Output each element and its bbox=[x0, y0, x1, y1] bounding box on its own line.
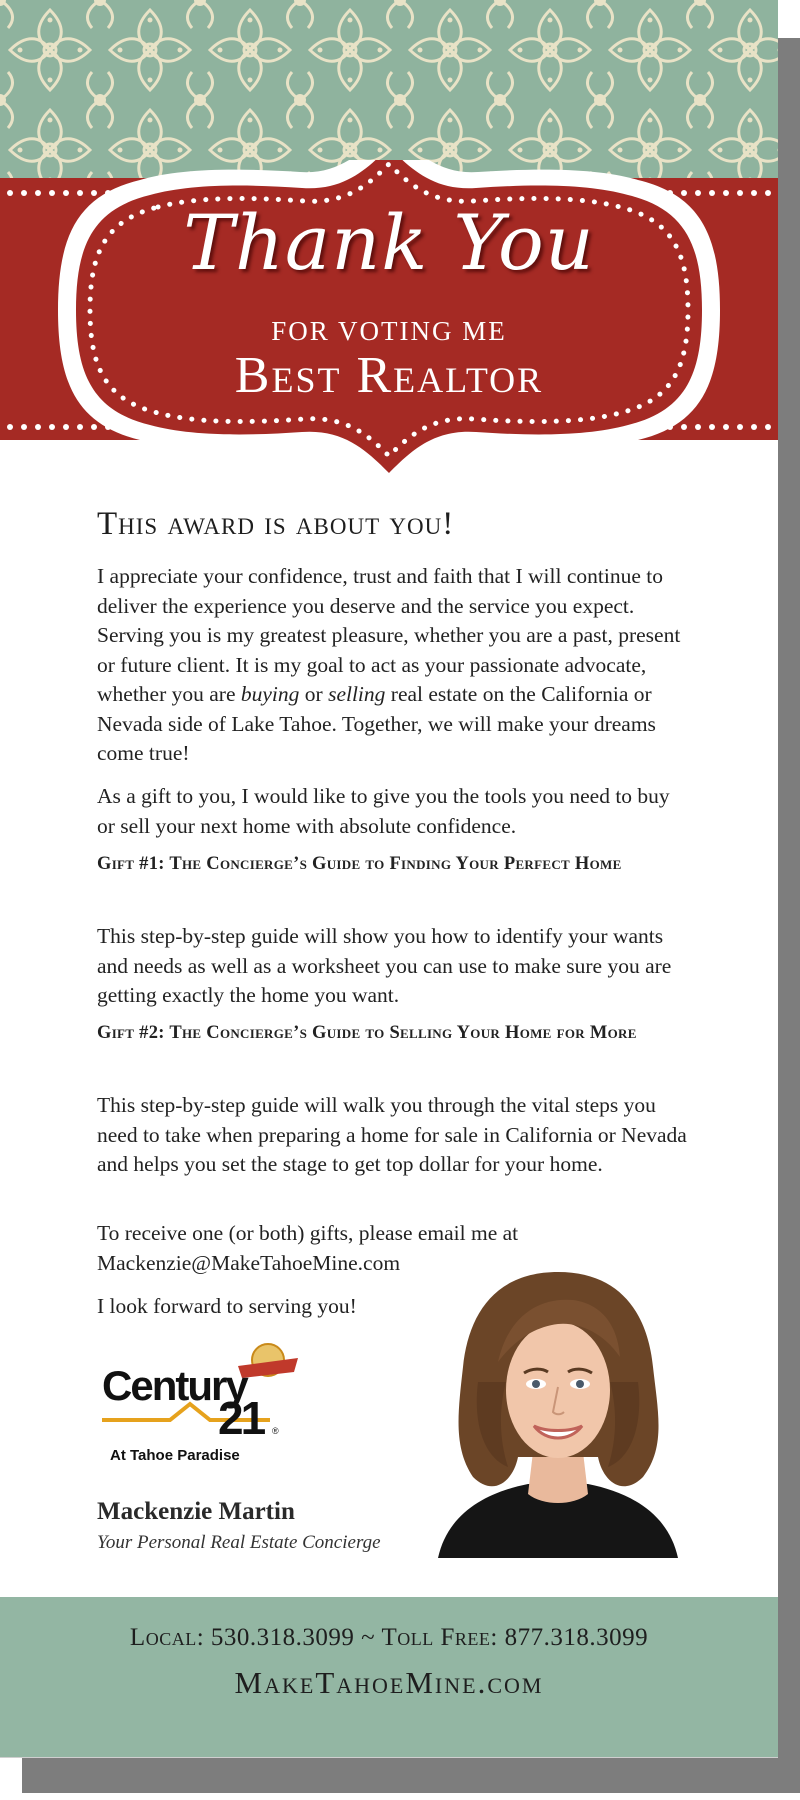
century-wordmark: Century bbox=[102, 1362, 247, 1409]
gift2-paragraph bbox=[97, 1091, 687, 1180]
intro-text-b: real estate on the California or Nevada side of Lake Tahoe. Together, we will make your dreams come true! bbox=[97, 682, 656, 765]
gift-intro-text: As a gift to you, I would like to give you the tools you need to buy or sell your next home with absolute confidence. bbox=[97, 784, 670, 838]
agent-name: Mackenzie Martin bbox=[97, 1498, 295, 1525]
century21-logo-graphic bbox=[100, 1338, 300, 1468]
thank-you-script: Thank You bbox=[183, 198, 595, 287]
gift2-title: Gift #2: The Concierge’s Guide to Selling Your Home for More bbox=[97, 1023, 637, 1043]
award-heading: This award is about you! bbox=[97, 506, 455, 542]
gift1-text: This step-by-step guide will show you how to identify your wants and needs as well as a worksheet you can use to make sure you are getting exactly the home you want. bbox=[97, 924, 672, 1007]
website-link[interactable]: MakeTahoeMine.com bbox=[234, 1665, 544, 1700]
agent-title: Your Personal Real Estate Concierge bbox=[97, 1532, 381, 1553]
for-voting-me-text: FOR VOTING ME bbox=[271, 316, 507, 346]
or-word: or bbox=[299, 682, 329, 706]
intro-text-a: I appreciate your confidence, trust and faith that I will continue to deliver the experience you deserve and the service you expect. Serving you is my greatest pleasure, whether you are a past, present or future client. It is my goal to act as your passionate advocate, whether you are bbox=[97, 564, 681, 706]
email-link[interactable]: Mackenzie@MakeTahoeMine.com bbox=[97, 1250, 401, 1275]
gift1-paragraph bbox=[97, 922, 687, 1011]
century-number: 21 bbox=[218, 1392, 264, 1444]
buying-word: buying bbox=[240, 682, 300, 706]
century21-logo bbox=[100, 1338, 300, 1468]
gift1-title: Gift #1: The Concierge’s Guide to Finding Your Perfect Home bbox=[97, 854, 622, 874]
registered-mark: ® bbox=[272, 1426, 279, 1436]
gift-intro-paragraph bbox=[97, 782, 687, 841]
gift2-text: This step-by-step guide will walk you through the vital steps you need to take when preparing a home for sale in California or Nevada and helps you set the stage to get top dollar for your home. bbox=[97, 1093, 687, 1176]
office-name: At Tahoe Paradise bbox=[110, 1447, 240, 1464]
intro-paragraph bbox=[97, 562, 687, 769]
agent-photo bbox=[438, 1262, 678, 1558]
phone-numbers: Local: 530.318.3099 ~ Toll Free: 877.318.3099 bbox=[129, 1624, 649, 1651]
intro-text bbox=[97, 562, 687, 769]
selling-word: selling bbox=[328, 682, 386, 706]
receive-line: To receive one (or both) gifts, please email me at bbox=[97, 1221, 519, 1245]
closing-text: I look forward to serving you! bbox=[97, 1294, 357, 1318]
best-realtor-text: Best Realtor bbox=[234, 347, 544, 404]
